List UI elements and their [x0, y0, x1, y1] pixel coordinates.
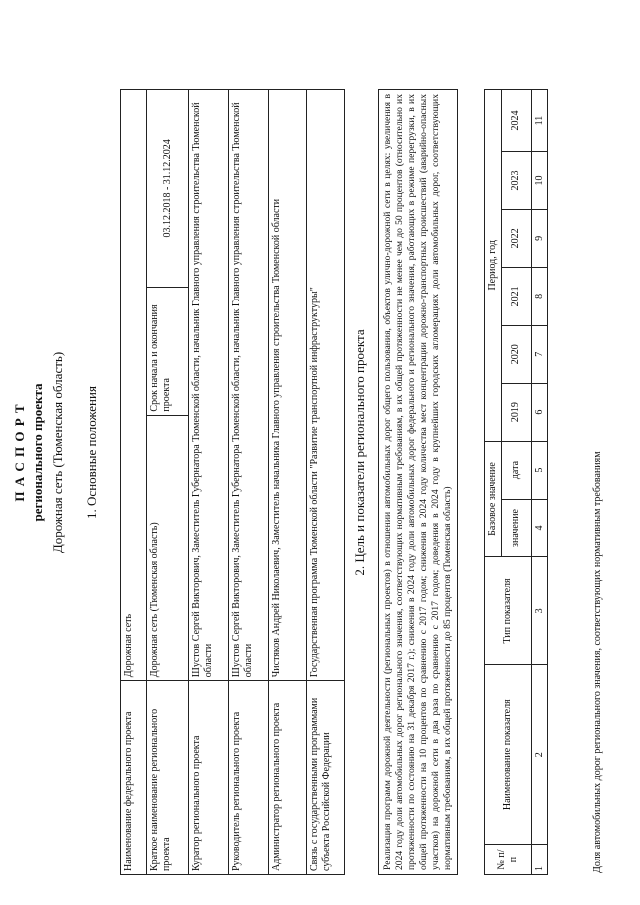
row-value: Дорожная сеть (Тюменская область)	[147, 415, 189, 681]
column-number: 8	[531, 267, 548, 325]
goal-paragraph: Реализация программ дорожной деятельности (региональных проектов) в отношении автомобильных дорог общего пользования, объектов улично-дорожной сети в целях: увеличения в 2024 году доли автомобильных дорог регионального значения, соответствующих нормативным требованиям, в их общей протяженности не менее чем до 50 процентов (относительно их протяженности по состоянию на 31 декабря 2017 г.); снижения в 2024 году доли автомобильных дорог федерального и регионального значения, работающих в режиме перегрузки, в их общей протяженности на 10 процентов по сравнению с 2017 годом; снижения в 2024 году количества мест концентрации дорожно-транспортных происшествий (аварийно-опасных участков) на дорожной сети в два раза по сравнению с 2017 годом; доведения в 2024 году в крупнейших городских агломерациях доли автомобильных дорог, соответствующих нормативным требованиям, в их общей протяженности до 85 процентов (Тюменская область)	[378, 89, 458, 875]
column-number: 11	[531, 90, 548, 152]
column-number: 6	[531, 383, 548, 441]
col-year: 2021	[501, 267, 531, 325]
table-row	[189, 90, 229, 875]
col-year: 2022	[501, 209, 531, 267]
col-base-header: Базовое значение	[485, 441, 502, 557]
col-num-header: № п/п	[485, 845, 532, 875]
header-row	[485, 90, 502, 875]
row-value: Дорожная сеть	[121, 90, 147, 681]
column-number: 9	[531, 209, 548, 267]
row-label: Наименование федерального проекта	[121, 681, 147, 875]
row-label: Руководитель регионального проекта	[229, 681, 269, 875]
table-row	[269, 90, 307, 875]
col-type-header: Тип показателя	[485, 557, 532, 665]
passport-title: П А С П О Р Т	[12, 403, 27, 502]
table-row	[147, 90, 189, 875]
row-label: Краткое наименование регионального проекта	[147, 681, 189, 875]
project-name: Дорожная сеть (Тюменская область)	[50, 351, 65, 554]
col-period-header: Период, год	[485, 90, 502, 442]
column-number-row	[531, 90, 548, 875]
row-label: Куратор регионального проекта	[189, 681, 229, 875]
term-label: Срок начала и окончания проекта	[147, 287, 189, 415]
table-row	[229, 90, 269, 875]
row-label: Администратор регионального проекта	[269, 681, 307, 875]
col-base-value-header: значение	[501, 499, 531, 557]
column-number: 2	[531, 665, 548, 845]
main-info-table	[120, 89, 345, 875]
col-year: 2019	[501, 383, 531, 441]
first-indicator-name: Доля автомобильных дорог регионального значения, соответствующих нормативным требованиям	[592, 451, 603, 873]
col-name-header: Наименование показателя	[485, 665, 532, 845]
column-number: 7	[531, 325, 548, 383]
col-year: 2024	[501, 90, 531, 152]
column-number: 5	[531, 441, 548, 499]
col-year: 2023	[501, 152, 531, 210]
column-number: 1	[531, 845, 548, 875]
section2-title: 2. Цель и показатели регионального проекта	[352, 329, 367, 576]
column-number: 4	[531, 499, 548, 557]
row-value: Шустов Сергей Викторович, Заместитель Губернатора Тюменской области, начальник Главного управления строительства Тюменской области	[189, 90, 229, 681]
row-value: Шустов Сергей Викторович, Заместитель Губернатора Тюменской области, начальник Главного управления строительства Тюменской области	[229, 90, 269, 681]
indicators-table	[484, 89, 548, 875]
section1-title: 1. Основные положения	[84, 386, 99, 519]
passport-subtitle: регионального проекта	[30, 383, 45, 522]
term-value: 03.12.2018 - 31.12.2024	[147, 90, 189, 288]
table-row	[121, 90, 147, 875]
row-label: Связь с государственными программами субъекта Российской Федерации	[307, 681, 345, 875]
column-number: 3	[531, 557, 548, 665]
table-row	[307, 90, 345, 875]
row-value: Чистяков Андрей Николаевич, Заместитель начальника Главного управления строительства Тюменской области	[269, 90, 307, 681]
column-number: 10	[531, 152, 548, 210]
col-year: 2020	[501, 325, 531, 383]
row-value: Государственная программа Тюменской области "Развитие транспортной инфраструктуры"	[307, 90, 345, 681]
col-base-date-header: дата	[501, 441, 531, 499]
